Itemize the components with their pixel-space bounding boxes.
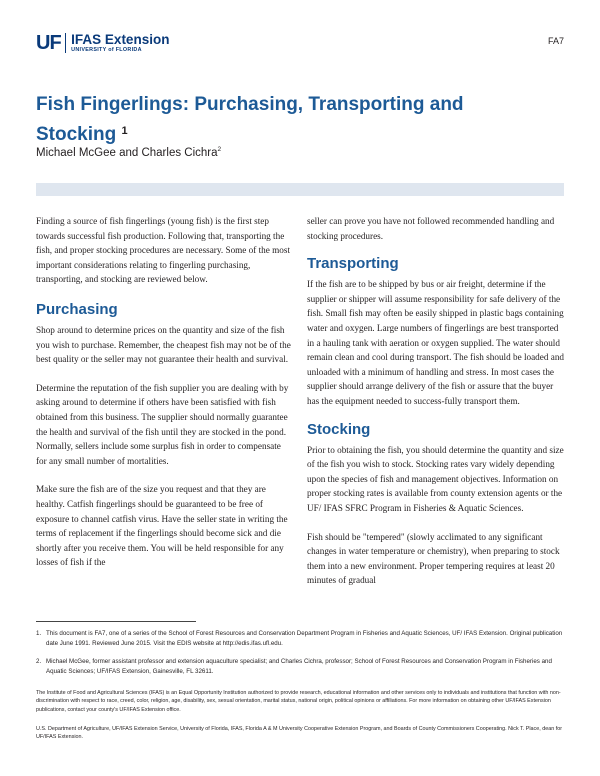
footnote-2-text: Michael McGee, former assistant professor and extension aquaculture specialist; and Charles Cichra, professor; School of Forest Resources and Conservation Program in Fisheries and Aquatic Sciences; UF/IFAS Extension, Gainesville, FL 32611. [46, 658, 552, 675]
title-text: Fish Fingerlings: Purchasing, Transporting and Stocking [36, 94, 464, 145]
page-title [36, 92, 556, 148]
logo-text [71, 33, 169, 54]
footnote-1-text: This document is FA7, one of a series of the School of Forest Resources and Conservation Department Program in Fisheries and Aquatic Sciences, UF/ IFAS Extension. Original publication date June 1991. Reviewed June 2015. Visit the EDIS website at http://edis.ifas.ufl.edu. [46, 630, 563, 647]
logo-university: UNIVERSITY of FLORIDA [71, 47, 142, 54]
authors-text: Michael McGee and Charles Cichra [36, 146, 218, 159]
left-column [36, 214, 292, 584]
logo-uf: UF [36, 31, 61, 54]
footnote-2-number: 2. [36, 658, 42, 665]
equal-opportunity-statement: The Institute of Food and Agricultural Sciences (IFAS) is an Equal Opportunity Institution authorized to provide research, educational information and other services only to individuals and institutions that function with non-discrimination with respect to race, creed, color, religion, age, disability, sex, sexual orientation, marital status, national origin, political opinions or affiliations. For more information on obtaining other UF/IFAS Extension publications, contact your county's UF/IFAS Extension office. [36, 690, 561, 713]
stocking-paragraph-1: Prior to obtaining the fish, you should determine the quantity and size of the fish you wish to stock. Stocking rates vary widely depending upon the species of fish and management objectives. Information on proper stocking rates is available from county extension agents or the UF/ IFAS SFRC Program in Fisheries & Aquatic Sciences. [307, 444, 564, 513]
footnote-rule [36, 621, 196, 622]
header-band [36, 183, 564, 196]
purchasing-paragraph-3: Make sure the fish are of the size you request and that they are healthy. Catfish fingerlings should be guaranteed to be free of exposure to channel catfish virus. Have the seller state in writing the terms of replacement if the fingerlings should become sick and die shortly after you receive them. You will be held responsible for any losses of fish if the [36, 484, 288, 568]
purchasing-heading: Purchasing [36, 300, 118, 318]
stocking-heading: Stocking [307, 420, 371, 438]
authors [36, 146, 221, 159]
footnote-1 [36, 629, 564, 649]
right-column [307, 214, 564, 602]
transporting-paragraph: If the fish are to be shipped by bus or air freight, determine if the supplier or shipper will assume responsibility for safe delivery of the fish. Small fish may often be easily shipped in plastic bags containing water and oxygen. Large numbers of fingerlings are best transported in a hauling tank with aeration or oxygen supplied. The water should remain clean and cool during transport. The fish should be loaded and unloaded with a minimum of handling and stress. In most cases the supplier should arrange delivery of the fish or assure that the buyer has the equipment needed to success-fully transport them. [307, 279, 565, 406]
logo-ifas: IFAS Extension [71, 31, 170, 47]
intro-paragraph: Finding a source of fish fingerlings (young fish) is the first step towards successful fish production. Following that, transporting the fish, and proper stocking procedures are necessary. Some of the most important considerations relating to fingerling purchasing, transporting, and stocking are reviewed below. [36, 216, 291, 285]
authors-footnote-mark: 2 [217, 146, 222, 153]
stocking-paragraph-2: Fish should be "tempered" (slowly acclimated to any significant changes in water temperature or chemistry), when preparing to stock them into a new environment. Proper tempering requires at least 20 minutes of gradual [307, 531, 560, 586]
footnote-1-number: 1. [36, 630, 42, 637]
footnote-2 [36, 657, 564, 677]
ifas-extension-logo[interactable] [36, 32, 169, 54]
usda-statement: U.S. Department of Agriculture, UF/IFAS Extension Service, University of Florida, IFAS, Florida A & M University Cooperative Extension Program, and Boards of County Commissioners Cooperating. Nick T. Place, dean for UF/IFAS Extension. [36, 726, 563, 741]
purchasing-paragraph-3-continued: seller can prove you have not followed recommended handling and stocking procedures. [307, 216, 555, 241]
title-footnote-mark: 1 [121, 125, 128, 137]
purchasing-paragraph-2: Determine the reputation of the fish supplier you are dealing with by asking around to determine if others have been satisfied with fish obtained from this business. The supplier should normally guarantee the health and survival of the fish until they are stocked in the pond. Normally, sellers include some surplus fish in order to compensate for any small number of mortalities. [36, 382, 289, 466]
publication-id: FA7 [547, 36, 564, 46]
logo-divider [65, 33, 67, 53]
transporting-heading: Transporting [307, 255, 399, 273]
purchasing-paragraph-1: Shop around to determine prices on the quantity and size of the fish you wish to purchase. Remember, the cheapest fish may not be of the best quality or the seller may not guarantee their health and survival. [36, 324, 291, 365]
